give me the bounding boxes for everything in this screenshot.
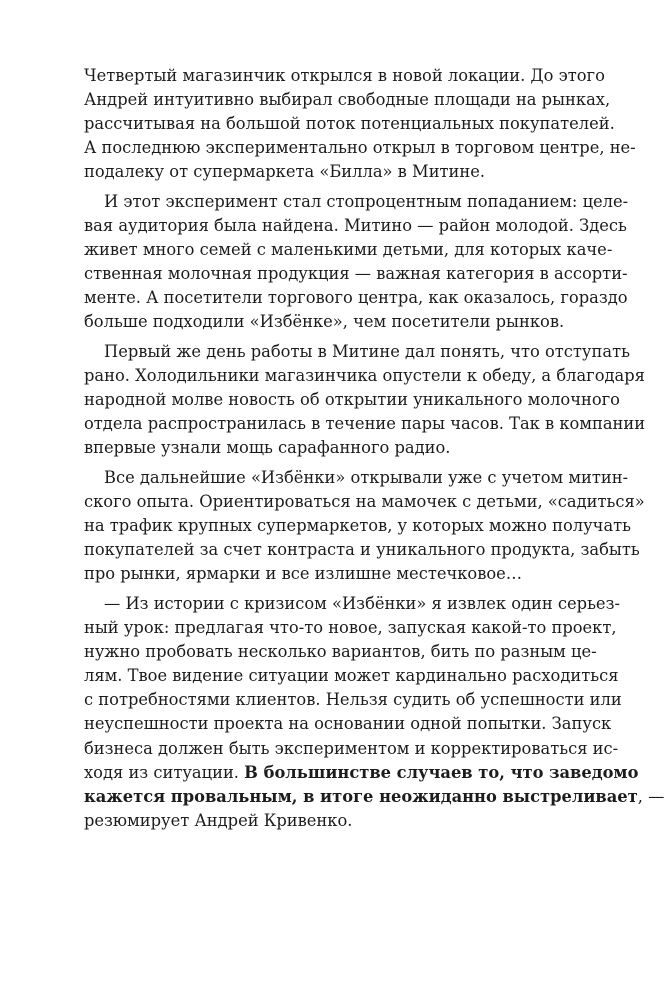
- text-run: рассчитывая на большой поток потенциальных покупателей.: [84, 114, 615, 134]
- text-run: резюмирует Андрей Кривенко.: [84, 810, 353, 830]
- text-line: [84, 112, 615, 136]
- text-run: больше подходили «Избёнке», чем посетители рынков.: [84, 312, 565, 332]
- bold-text-run: кажется провальным, в итоге неожиданно выстреливает: [84, 786, 638, 806]
- text-line: [84, 616, 617, 640]
- text-run: живет много семей с маленькими детьми, для которых каче-: [84, 240, 613, 260]
- paragraph: [84, 190, 629, 335]
- text-line: [84, 214, 627, 238]
- book-page: [84, 64, 665, 833]
- text-line: [84, 490, 645, 514]
- text-line: [84, 310, 596, 334]
- text-line: [84, 562, 596, 586]
- text-run: с потребностями клиентов. Нельзя судить об успешности или: [84, 690, 622, 710]
- text-run: ходя из ситуации.: [84, 762, 245, 782]
- text-run: на трафик крупных супермаркетов, у которых можно получать: [84, 516, 632, 536]
- text-run: отдела распространилась в течение пары часов. Так в компании: [84, 414, 646, 434]
- text-run: рано. Холодильники магазинчика опустели к обеду, а благодаря: [84, 366, 645, 386]
- text-run: ственная молочная продукция — важная категория в ассорти-: [84, 264, 628, 284]
- text-line: [84, 538, 640, 562]
- text-run: И этот эксперимент стал стопроцентным попаданием: целе-: [104, 191, 629, 211]
- text-run: Четвертый магазинчик открылся в новой локации. До этого: [84, 66, 605, 85]
- text-run: народной молве новость об открытии уникального молочного: [84, 390, 620, 410]
- text-run: ный урок: предлагая что-то новое, запуская какой-то проект,: [84, 618, 617, 638]
- text-line: [84, 238, 613, 262]
- paragraph: [84, 64, 636, 184]
- bold-text-run: В большинстве случаев то, что заведомо: [244, 762, 639, 782]
- text-run: — Из истории с кризисом «Избёнки» я извлек один серьез-: [104, 593, 620, 613]
- text-run: А последнюю экспериментально открыл в торговом центре, не-: [84, 138, 636, 158]
- text-run: впервые узнали мощь сарафанного радио.: [84, 438, 451, 458]
- text-line: [84, 190, 629, 214]
- text-run: про рынки, ярмарки и все излишне местечковое…: [84, 564, 523, 584]
- paragraph: [84, 340, 646, 460]
- text-run: ского опыта. Ориентироваться на мамочек с детьми, «садиться»: [84, 492, 645, 512]
- text-line: [84, 466, 629, 490]
- text-run: подалеку от супермаркета «Билла» в Митине.: [84, 162, 486, 182]
- text-line: [84, 592, 620, 616]
- text-line: [84, 262, 628, 286]
- text-line: [84, 436, 596, 460]
- text-line: [84, 712, 612, 736]
- text-run: Андрей интуитивно выбирал свободные площади на рынках,: [84, 90, 611, 110]
- text-line: [84, 136, 636, 160]
- text-run: бизнеса должен быть экспериментом и корректироваться ис-: [84, 738, 619, 758]
- text-line: [84, 286, 628, 310]
- text-run: вая аудитория была найдена. Митино — район молодой. Здесь: [84, 216, 627, 236]
- text-line: [84, 64, 605, 88]
- text-run: нужно пробовать несколько вариантов, бить по разным це-: [84, 642, 597, 662]
- text-line: [84, 514, 632, 538]
- text-line: [84, 388, 620, 412]
- text-line: [84, 160, 596, 184]
- text-line: [84, 688, 622, 712]
- text-line: [84, 364, 645, 388]
- text-line: [84, 737, 619, 761]
- paragraph: [84, 466, 645, 586]
- text-line: [84, 412, 646, 436]
- text-run: покупателей за счет контраста и уникального продукта, забыть: [84, 540, 640, 560]
- text-run: , —: [637, 786, 665, 806]
- text-line: [84, 340, 630, 364]
- text-line: [84, 785, 665, 809]
- paragraph: [84, 592, 665, 833]
- text-run: Первый же день работы в Митине дал понять, что отступать: [104, 342, 630, 362]
- text-line: [84, 88, 611, 112]
- text-run: неуспешности проекта на основании одной попытки. Запуск: [84, 714, 612, 734]
- text-line: [84, 640, 596, 664]
- text-line: [84, 761, 639, 785]
- text-run: лям. Твое видение ситуации может кардинально расходиться: [84, 666, 619, 686]
- text-line: [84, 809, 596, 833]
- text-line: [84, 664, 619, 688]
- text-run: менте. А посетители торгового центра, как оказалось, гораздо: [84, 288, 628, 308]
- text-run: Все дальнейшие «Избёнки» открывали уже с учетом митин-: [104, 468, 629, 487]
